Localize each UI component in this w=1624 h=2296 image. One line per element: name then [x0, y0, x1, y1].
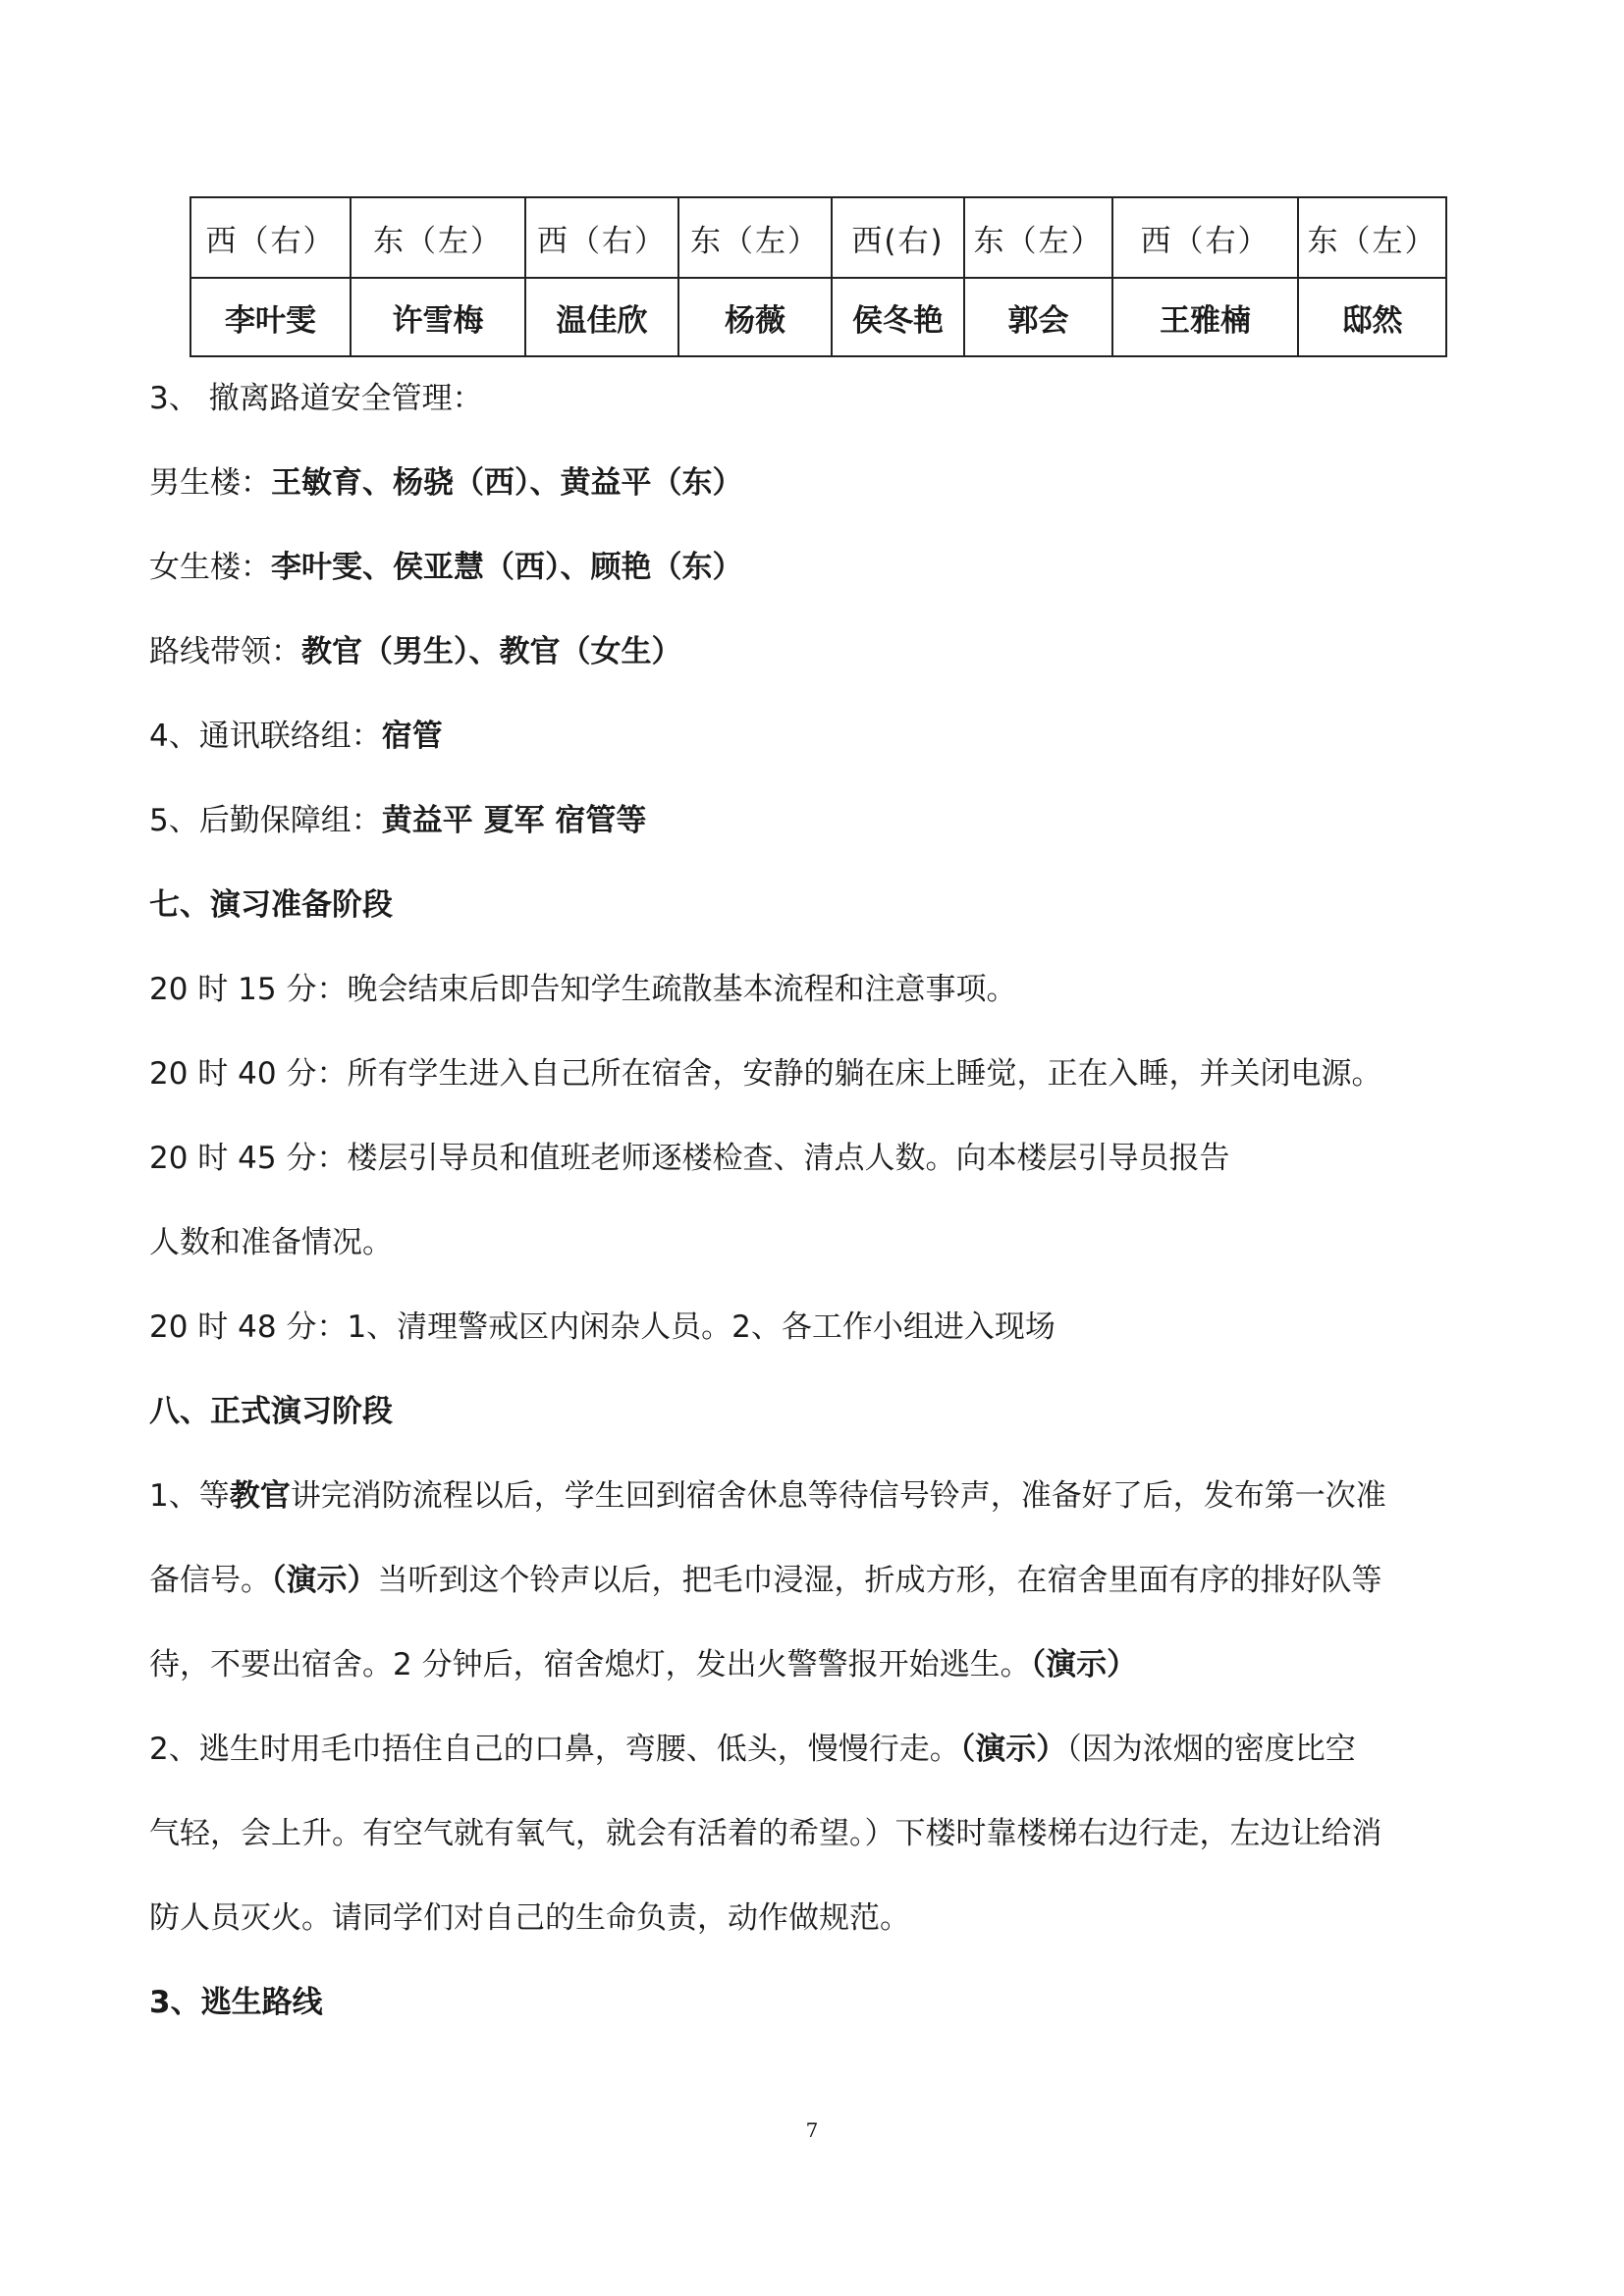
- logistics-group-line: [149, 801, 646, 840]
- direction-cell: 西(右): [832, 197, 964, 278]
- paragraph-1-line-2: [149, 1561, 1382, 1600]
- text-run: 讲完消防流程以后，学生回到宿舍休息等待信号铃声，准备好了后，发布第一次准: [290, 1478, 1386, 1514]
- direction-cell: 西（右）: [190, 197, 351, 278]
- name-cell: 温佳欣: [525, 278, 678, 356]
- name-cell: 邸然: [1298, 278, 1446, 356]
- section-8-heading: 八、正式演习阶段: [149, 1394, 393, 1429]
- route-leader-value: 教官（男生）、教官（女生）: [301, 634, 682, 669]
- text-run-bold: （演示）: [959, 1732, 1067, 1767]
- text-run: （因为浓烟的密度比空: [1066, 1732, 1356, 1767]
- text-run: 1、等: [149, 1478, 230, 1514]
- direction-cell: 东（左）: [964, 197, 1112, 278]
- name-cell: 侯冬艳: [832, 278, 964, 356]
- direction-cell: 西（右）: [525, 197, 678, 278]
- paragraph-1-line-3: [149, 1645, 1137, 1684]
- text-run: 备信号。: [149, 1563, 271, 1598]
- direction-cell: 东（左）: [351, 197, 525, 278]
- comm-group-line: [149, 717, 443, 756]
- text-run-bold: 教官: [229, 1478, 291, 1514]
- route-leader-line: [149, 632, 682, 671]
- direction-row: [190, 197, 1446, 278]
- girls-dorm-value: 李叶雯、侯亚慧（西）、顾艳（东）: [271, 550, 743, 585]
- comm-group-value: 宿管: [381, 719, 443, 754]
- name-cell: 郭会: [964, 278, 1112, 356]
- route-leader-label: 路线带领：: [149, 634, 301, 669]
- name-cell: 杨薇: [678, 278, 832, 356]
- direction-cell: 西（右）: [1112, 197, 1298, 278]
- text-run: 待，不要出宿舍。2 分钟后，宿舍熄灯，发出火警警报开始逃生。: [149, 1647, 1031, 1682]
- text-run-bold: （演示）: [271, 1563, 378, 1598]
- text-run: 当听到这个铃声以后，把毛巾浸湿，折成方形，在宿舍里面有序的排好队等: [377, 1563, 1382, 1598]
- name-row: [190, 278, 1446, 356]
- girls-dorm-label: 女生楼：: [149, 550, 271, 585]
- timeline-item: 20 时 45 分：楼层引导员和值班老师逐楼检查、清点人数。向本楼层引导员报告: [149, 1141, 1230, 1176]
- logistics-group-value: 黄益平 夏军 宿管等: [381, 803, 647, 838]
- direction-cell: 东（左）: [678, 197, 832, 278]
- duty-table: [189, 196, 1447, 357]
- comm-group-label: 4、通讯联络组：: [149, 719, 382, 754]
- timeline-item: 20 时 48 分：1、清理警戒区内闲杂人员。2、各工作小组进入现场: [149, 1309, 1056, 1345]
- name-cell: 王雅楠: [1112, 278, 1298, 356]
- boys-dorm-value: 王敏育、杨骁（西）、黄益平（东）: [271, 465, 743, 501]
- girls-dorm-line: [149, 548, 743, 587]
- escape-route-heading: 3、逃生路线: [149, 1985, 323, 2020]
- text-run-bold: （演示）: [1030, 1647, 1138, 1682]
- page-number: 7: [805, 2118, 819, 2142]
- paragraph-2-line-1: [149, 1730, 1356, 1769]
- paragraph-1-line-1: [149, 1476, 1386, 1516]
- timeline-item-continued: 人数和准备情况。: [149, 1225, 393, 1260]
- paragraph-2-line-2: 气轻，会上升。有空气就有氧气，就会有活着的希望。）下楼时靠楼梯右边行走，左边让给消: [149, 1816, 1382, 1851]
- logistics-group-label: 5、后勤保障组：: [149, 803, 382, 838]
- paragraph-2-line-3: 防人员灭火。请同学们对自己的生命负责，动作做规范。: [149, 1900, 910, 1936]
- name-cell: 许雪梅: [351, 278, 525, 356]
- timeline-item: 20 时 15 分：晚会结束后即告知学生疏散基本流程和注意事项。: [149, 972, 1017, 1007]
- boys-dorm-line: [149, 463, 743, 503]
- text-run: 2、逃生时用毛巾捂住自己的口鼻，弯腰、低头，慢慢行走。: [149, 1732, 960, 1767]
- direction-cell: 东（左）: [1298, 197, 1446, 278]
- name-cell: 李叶雯: [190, 278, 351, 356]
- timeline-item: 20 时 40 分：所有学生进入自己所在宿舍，安静的躺在床上睡觉，正在入睡，并关闭电源。: [149, 1056, 1382, 1092]
- section-7-heading: 七、演习准备阶段: [149, 887, 393, 923]
- boys-dorm-label: 男生楼：: [149, 465, 271, 501]
- evac-route-title: 3、 撤离路道安全管理：: [149, 381, 483, 416]
